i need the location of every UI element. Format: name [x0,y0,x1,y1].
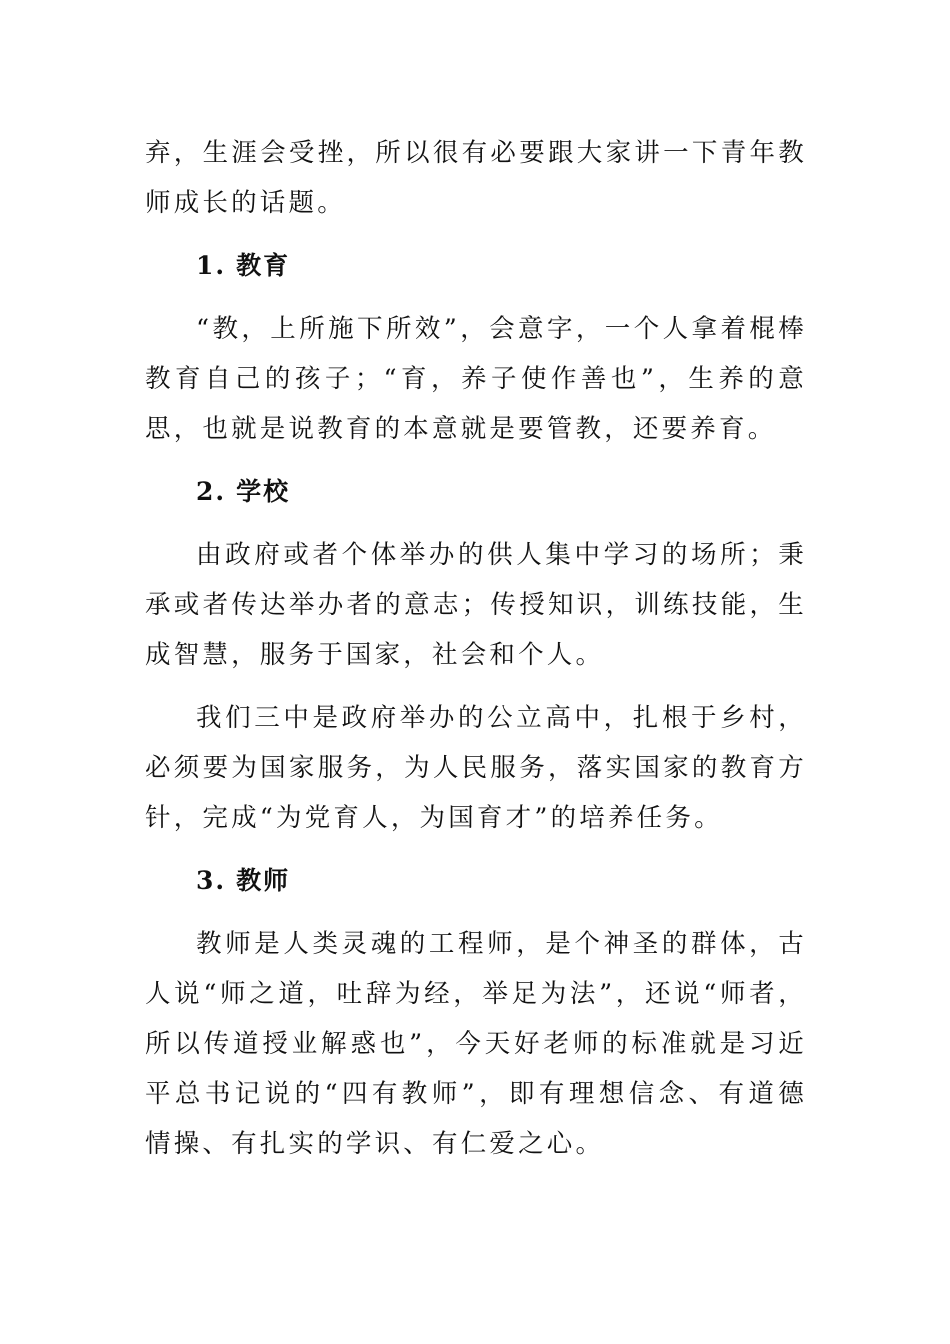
intro-paragraph: 弃，生涯会受挫，所以很有必要跟大家讲一下青年教师成长的话题。 [145,138,807,218]
section-title: 教育 [236,251,291,280]
school-paragraph-1: 由政府或者个体举办的供人集中学习的场所；秉承或者传达举办者的意志；传授知识，训练技能，生成智慧，服务于国家，社会和个人。 [145,540,807,670]
section-heading-school [145,467,807,517]
section-title: 教师 [236,866,291,895]
section-title: 学校 [236,477,291,506]
education-paragraph: “教，上所施下所效”，会意字，一个人拿着棍棒教育自己的孩子；“育，养子使作善也”，生养的意思，也就是说教育的本意就是要管教，还要养育。 [145,314,807,444]
section-number: 3. [196,866,227,895]
document-page [145,128,807,1182]
school-paragraph-2: 我们三中是政府举办的公立高中，扎根于乡村，必须要为国家服务，为人民服务，落实国家的教育方针，完成“为党育人，为国育才”的培养任务。 [145,703,807,833]
section-number: 1. [196,251,227,280]
section-heading-teacher [145,856,807,906]
section-heading-education [145,241,807,291]
section-number: 2. [196,477,227,506]
teacher-paragraph: 教师是人类灵魂的工程师，是个神圣的群体，古人说“师之道，吐辞为经，举足为法”，还说“师者，所以传道授业解惑也”，今天好老师的标准就是习近平总书记说的“四有教师”，即有理想信念、有道德情操、有扎实的学识、有仁爱之心。 [145,929,807,1159]
